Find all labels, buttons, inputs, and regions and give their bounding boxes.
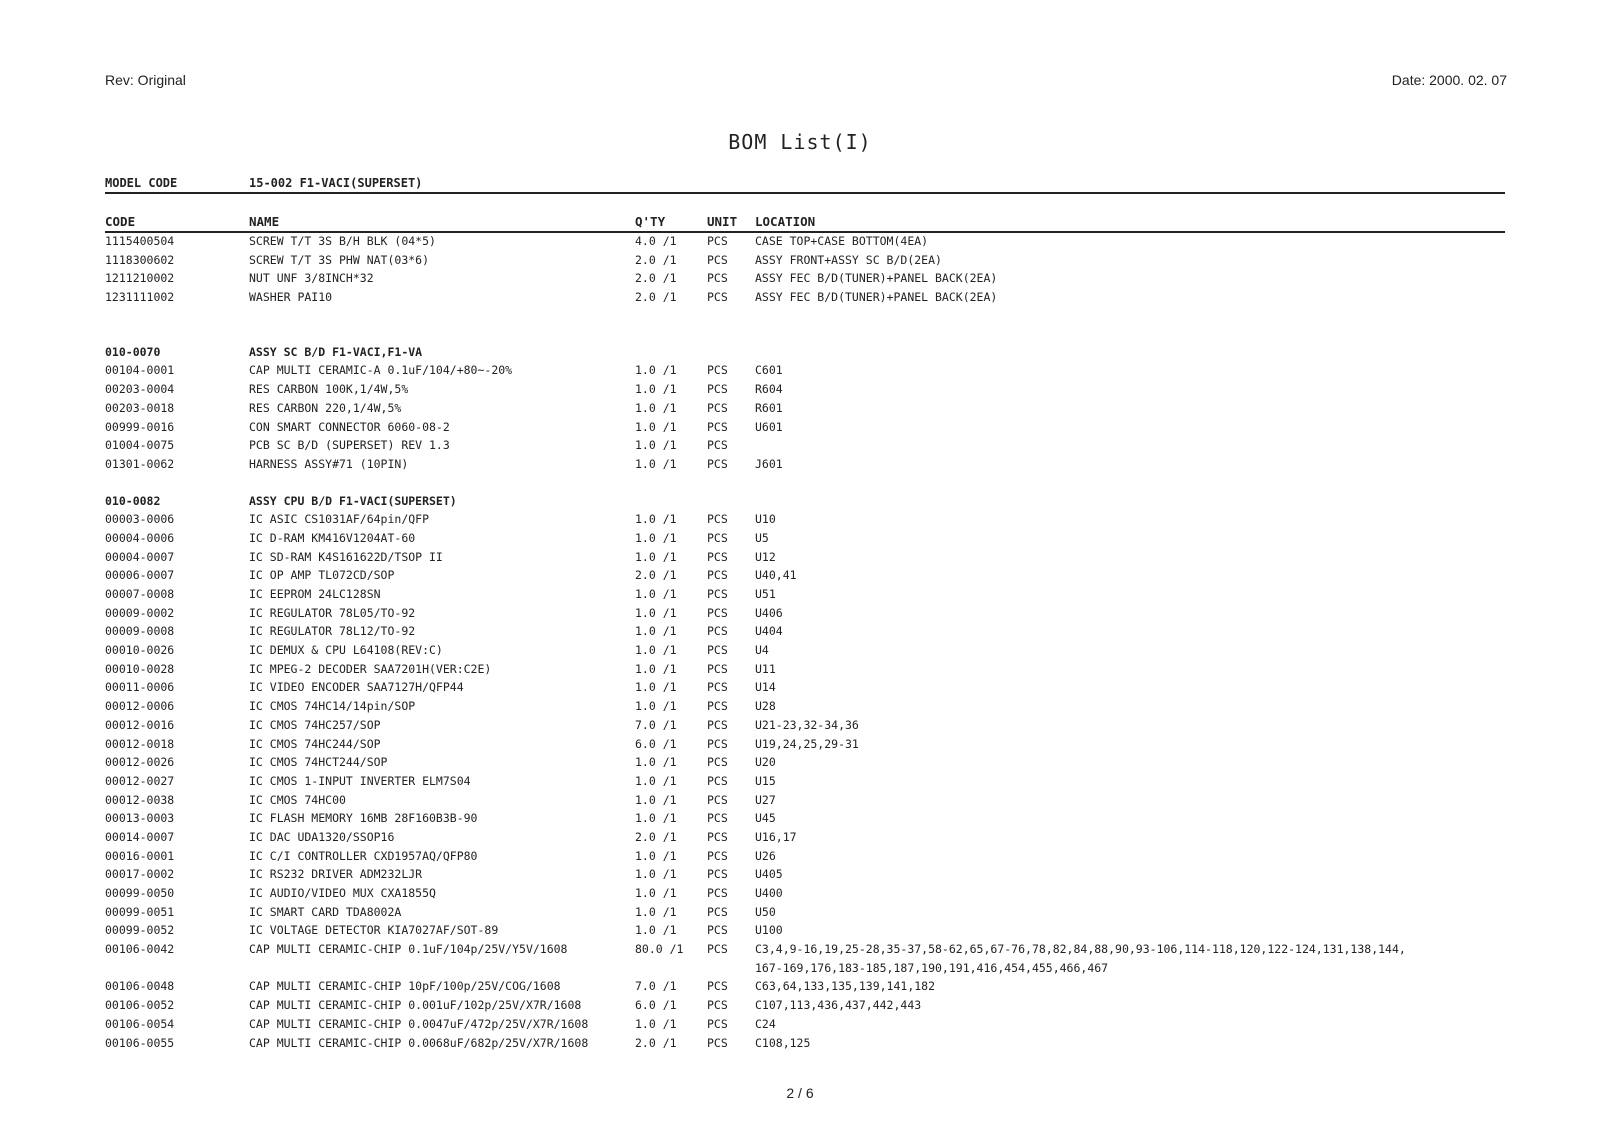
cell-unit: PCS [707,252,728,267]
cell-qty: 1.0 /1 [635,587,677,601]
cell-unit: PCS [707,234,728,248]
cell-qty: 2.0 /1 [635,829,677,844]
cell-name: IC ASIC CS1031AF/64pin/QFP [249,512,430,527]
table-row [105,455,1505,474]
table-row [105,566,1505,585]
table-row [105,288,1505,307]
cell-unit: PCS [707,605,728,620]
cell-name: IC FLASH MEMORY 16MB 28F160B3B-90 [249,811,478,826]
cell-location: U404 [755,624,783,639]
cell-unit: PCS [707,811,728,826]
table-row [105,1015,1505,1034]
cell-qty: 1.0 /1 [635,438,677,453]
table-row [105,548,1505,567]
cell-code: 00104-0001 [105,363,175,378]
cell-location: U14 [755,680,776,695]
cell-name: WASHER PAI10 [249,290,333,305]
cell-qty: 1.0 /1 [635,400,677,415]
cell-code: 00003-0006 [105,512,175,527]
cell-location: R601 [755,400,783,415]
section-gap [105,474,1505,492]
cell-qty: 2.0 /1 [635,1035,677,1050]
cell-name: IC CMOS 1-INPUT INVERTER ELM7S04 [249,773,471,788]
table-row [105,1034,1505,1053]
cell-qty: 1.0 /1 [635,1016,677,1031]
table-row [105,697,1505,716]
cell-name: IC DAC UDA1320/SSOP16 [249,829,395,844]
table-row [105,996,1505,1015]
cell-qty: 1.0 /1 [635,643,677,658]
table-row [105,399,1505,418]
cell-name: CAP MULTI CERAMIC-CHIP 0.0047uF/472p/25V/X7R/1608 [249,1016,589,1031]
cell-qty: 2.0 /1 [635,568,677,583]
cell-name: RES CARBON 220,1/4W,5% [249,400,402,415]
bom-table [105,232,1505,1052]
table-row [105,735,1505,754]
cell-qty: 1.0 /1 [635,904,677,919]
cell-unit: PCS [707,848,728,863]
cell-code: 00999-0016 [105,419,175,434]
cell-unit: PCS [707,512,728,527]
cell-qty: 7.0 /1 [635,979,677,994]
cell-qty: 1.0 /1 [635,363,677,378]
cell-location: U26 [755,848,776,863]
cell-code: 00106-0042 [105,942,175,957]
cell-unit: PCS [707,867,728,882]
cell-qty: 1.0 /1 [635,923,677,938]
cell-name: CAP MULTI CERAMIC-CHIP 10pF/100p/25V/COG/1608 [249,979,561,994]
cell-location: U27 [755,792,776,807]
page-title: BOM List(I) [728,130,872,154]
cell-name: IC VIDEO ENCODER SAA7127H/QFP44 [249,680,464,695]
table-row [105,903,1505,922]
cell-qty: 1.0 /1 [635,867,677,882]
cell-code: 00016-0001 [105,848,175,863]
cell-qty: 4.0 /1 [635,234,677,248]
cell-name: IC CMOS 74HC00 [249,792,346,807]
cell-unit: PCS [707,717,728,732]
cell-code: 00014-0007 [105,829,175,844]
cell-location: U16,17 [755,829,797,844]
cell-location: U45 [755,811,776,826]
cell-name: IC VOLTAGE DETECTOR KIA7027AF/SOT-89 [249,923,499,938]
cell-code: 00099-0051 [105,904,175,919]
cell-location: U40,41 [755,568,797,583]
table-row [105,436,1505,455]
cell-name: SCREW T/T 3S PHW NAT(03*6) [249,252,430,267]
table-row [105,847,1505,866]
cell-code: 00013-0003 [105,811,175,826]
cell-name: IC DEMUX & CPU L64108(REV:C) [249,643,443,658]
cell-name: CAP MULTI CERAMIC-A 0.1uF/104/+80~-20% [249,363,513,378]
cell-location: U100 [755,923,783,938]
cell-name: IC EEPROM 24LC128SN [249,587,381,601]
cell-code: 00010-0026 [105,643,175,658]
cell-code: 00106-0052 [105,998,175,1013]
cell-qty: 2.0 /1 [635,290,677,305]
section-gap [105,307,1505,343]
cell-unit: PCS [707,755,728,770]
cell-unit: PCS [707,290,728,305]
cell-qty: 1.0 /1 [635,624,677,639]
cell-location: U601 [755,419,783,434]
cell-name: IC CMOS 74HCT244/SOP [249,755,388,770]
cell-unit: PCS [707,998,728,1013]
cell-location: U50 [755,904,776,919]
cell-location: U400 [755,886,783,900]
cell-code: 01004-0075 [105,438,175,453]
cell-name: IC D-RAM KM416V1204AT-60 [249,530,416,545]
cell-unit: PCS [707,979,728,994]
cell-name: IC OP AMP TL072CD/SOP [249,568,395,583]
model-code-value: 15-002 F1-VACI(SUPERSET) [249,176,423,190]
cell-qty: 1.0 /1 [635,512,677,527]
cell-unit: PCS [707,942,728,957]
cell-location: CASE TOP+CASE BOTTOM(4EA) [755,234,929,248]
cell-name: IC REGULATOR 78L05/TO-92 [249,605,416,620]
cell-qty: 1.0 /1 [635,792,677,807]
cell-location: C63,64,133,135,139,141,182 [755,979,936,994]
table-row [105,418,1505,437]
cell-code: 00010-0028 [105,661,175,676]
cell-code: 00017-0002 [105,867,175,882]
cell-name: HARNESS ASSY#71 (10PIN) [249,456,409,471]
cell-unit: PCS [707,382,728,397]
cell-qty: 1.0 /1 [635,755,677,770]
cell-unit: PCS [707,792,728,807]
cell-unit: PCS [707,923,728,938]
cell-code: 1115400504 [105,234,175,248]
cell-qty: 1.0 /1 [635,680,677,695]
cell-name: IC CMOS 74HC14/14pin/SOP [249,699,416,714]
cell-code: 00099-0050 [105,886,175,900]
cell-name: IC RS232 DRIVER ADM232LJR [249,867,423,882]
cell-unit: PCS [707,829,728,844]
cell-qty: 80.0 /1 [635,942,684,957]
cell-location: U21-23,32-34,36 [755,717,859,732]
cell-qty: 1.0 /1 [635,886,677,900]
cell-location: ASSY FEC B/D(TUNER)+PANEL BACK(2EA) [755,290,998,305]
cell-qty: 1.0 /1 [635,456,677,471]
cell-code: 1118300602 [105,252,175,267]
cell-qty: 1.0 /1 [635,549,677,564]
cell-unit: PCS [707,643,728,658]
cell-code: 00004-0007 [105,549,175,564]
cell-location: ASSY FRONT+ASSY SC B/D(2EA) [755,252,942,267]
cell-code: 00106-0054 [105,1016,175,1031]
cell-code: 010-0082 [105,493,161,508]
cell-name: CAP MULTI CERAMIC-CHIP 0.001uF/102p/25V/X7R/1608 [249,998,582,1013]
cell-location: C107,113,436,437,442,443 [755,998,922,1013]
cell-code: 00203-0004 [105,382,175,397]
cell-location: R604 [755,382,783,397]
cell-qty: 1.0 /1 [635,530,677,545]
cell-name: ASSY CPU B/D F1-VACI(SUPERSET) [249,493,457,508]
table-row [105,529,1505,548]
cell-code: 00106-0048 [105,979,175,994]
cell-name: CON SMART CONNECTOR 6060-08-2 [249,419,450,434]
page-number: 2 / 6 [786,1085,814,1101]
cell-unit: PCS [707,886,728,900]
cell-name: ASSY SC B/D F1-VACI,F1-VA [249,344,423,359]
cell-unit: PCS [707,271,728,286]
column-location: LOCATION [755,214,816,229]
cell-code: 010-0070 [105,344,161,359]
table-row [105,380,1505,399]
cell-location: U10 [755,512,776,527]
cell-code: 1211210002 [105,271,175,286]
revision-label: Rev: Original [105,72,186,88]
cell-unit: PCS [707,736,728,751]
table-row [105,753,1505,772]
cell-qty: 7.0 /1 [635,717,677,732]
cell-code: 00012-0027 [105,773,175,788]
cell-name: CAP MULTI CERAMIC-CHIP 0.1uF/104p/25V/Y5V/1608 [249,942,568,957]
cell-location-continued: 167-169,176,183-185,187,190,191,416,454,455,466,467 [755,960,1109,975]
cell-location: U406 [755,605,783,620]
cell-qty: 1.0 /1 [635,811,677,826]
cell-location: U12 [755,549,776,564]
cell-qty: 6.0 /1 [635,998,677,1013]
cell-unit: PCS [707,587,728,601]
cell-code: 01301-0062 [105,456,175,471]
cell-name: IC C/I CONTROLLER CXD1957AQ/QFP80 [249,848,478,863]
model-code-label: MODEL CODE [105,176,178,190]
cell-code: 00099-0052 [105,923,175,938]
cell-unit: PCS [707,1016,728,1031]
cell-qty: 1.0 /1 [635,699,677,714]
cell-code: 1231111002 [105,290,175,305]
cell-unit: PCS [707,699,728,714]
cell-location: J601 [755,456,783,471]
cell-unit: PCS [707,680,728,695]
cell-location: U5 [755,530,769,545]
cell-name: IC SMART CARD TDA8002A [249,904,402,919]
table-row [105,604,1505,623]
table-row [105,716,1505,735]
cell-code: 00203-0018 [105,400,175,415]
table-row [105,251,1505,270]
cell-location: C601 [755,363,783,378]
cell-name: IC CMOS 74HC244/SOP [249,736,381,751]
cell-unit: PCS [707,438,728,453]
cell-code: 00006-0007 [105,568,175,583]
cell-unit: PCS [707,773,728,788]
cell-code: 00009-0008 [105,624,175,639]
cell-location: C24 [755,1016,776,1031]
cell-qty: 1.0 /1 [635,419,677,434]
cell-location: C3,4,9-16,19,25-28,35-37,58-62,65,67-76,78,82,84,88,90,93-106,114-118,120,122-124,131,138,144, [755,942,1406,957]
cell-qty: 1.0 /1 [635,848,677,863]
cell-location: U20 [755,755,776,770]
cell-name: IC SD-RAM K4S161622D/TSOP II [249,549,443,564]
cell-name: SCREW T/T 3S B/H BLK (04*5) [249,234,436,248]
cell-unit: PCS [707,456,728,471]
cell-location: ASSY FEC B/D(TUNER)+PANEL BACK(2EA) [755,271,998,286]
cell-code: 00004-0006 [105,530,175,545]
cell-unit: PCS [707,661,728,676]
table-row [105,641,1505,660]
cell-qty: 2.0 /1 [635,271,677,286]
cell-name: CAP MULTI CERAMIC-CHIP 0.0068uF/682p/25V/X7R/1608 [249,1035,589,1050]
cell-code: 00106-0055 [105,1035,175,1050]
table-row [105,828,1505,847]
table-row [105,977,1505,996]
cell-code: 00012-0006 [105,699,175,714]
table-row [105,361,1505,380]
group-header-row [105,343,1505,362]
cell-code: 00009-0002 [105,605,175,620]
cell-location: U15 [755,773,776,788]
model-divider [105,192,1505,194]
cell-location: U19,24,25,29-31 [755,736,859,751]
cell-unit: PCS [707,624,728,639]
table-row [105,510,1505,529]
cell-name: IC AUDIO/VIDEO MUX CXA1855Q [249,886,436,900]
table-row [105,660,1505,679]
group-header-row [105,492,1505,511]
cell-qty: 2.0 /1 [635,252,677,267]
cell-name: RES CARBON 100K,1/4W,5% [249,382,409,397]
cell-location: U51 [755,587,776,601]
cell-location: U28 [755,699,776,714]
date-label: Date: 2000. 02. 07 [1391,72,1507,88]
cell-qty: 1.0 /1 [635,382,677,397]
cell-unit: PCS [707,568,728,583]
cell-location: U4 [755,643,769,658]
table-row [105,269,1505,288]
cell-unit: PCS [707,363,728,378]
cell-name: NUT UNF 3/8INCH*32 [249,271,374,286]
table-row [105,678,1505,697]
cell-unit: PCS [707,1035,728,1050]
cell-code: 00012-0026 [105,755,175,770]
cell-qty: 1.0 /1 [635,605,677,620]
cell-unit: PCS [707,549,728,564]
table-row [105,791,1505,810]
column-code: CODE [105,214,136,229]
table-row-continuation [105,959,1505,978]
column-qty: Q'TY [635,214,666,229]
table-row [105,940,1505,959]
cell-name: IC MPEG-2 DECODER SAA7201H(VER:C2E) [249,661,492,676]
table-row [105,921,1505,940]
column-unit: UNIT [707,214,738,229]
table-row [105,865,1505,884]
cell-qty: 1.0 /1 [635,773,677,788]
cell-name: IC REGULATOR 78L12/TO-92 [249,624,416,639]
cell-qty: 1.0 /1 [635,661,677,676]
cell-code: 00007-0008 [105,587,175,601]
table-row [105,622,1505,641]
cell-location: U11 [755,661,776,676]
cell-unit: PCS [707,904,728,919]
table-row [105,809,1505,828]
table-row [105,772,1505,791]
cell-name: IC CMOS 74HC257/SOP [249,717,381,732]
cell-location: C108,125 [755,1035,811,1050]
column-name: NAME [249,214,280,229]
cell-unit: PCS [707,419,728,434]
cell-code: 00012-0038 [105,792,175,807]
cell-unit: PCS [707,400,728,415]
cell-qty: 6.0 /1 [635,736,677,751]
table-row [105,884,1505,903]
cell-code: 00012-0016 [105,717,175,732]
table-row [105,232,1505,251]
cell-location: U405 [755,867,783,882]
table-row [105,585,1505,604]
cell-unit: PCS [707,530,728,545]
cell-code: 00012-0018 [105,736,175,751]
cell-code: 00011-0006 [105,680,175,695]
cell-name: PCB SC B/D (SUPERSET) REV 1.3 [249,438,450,453]
